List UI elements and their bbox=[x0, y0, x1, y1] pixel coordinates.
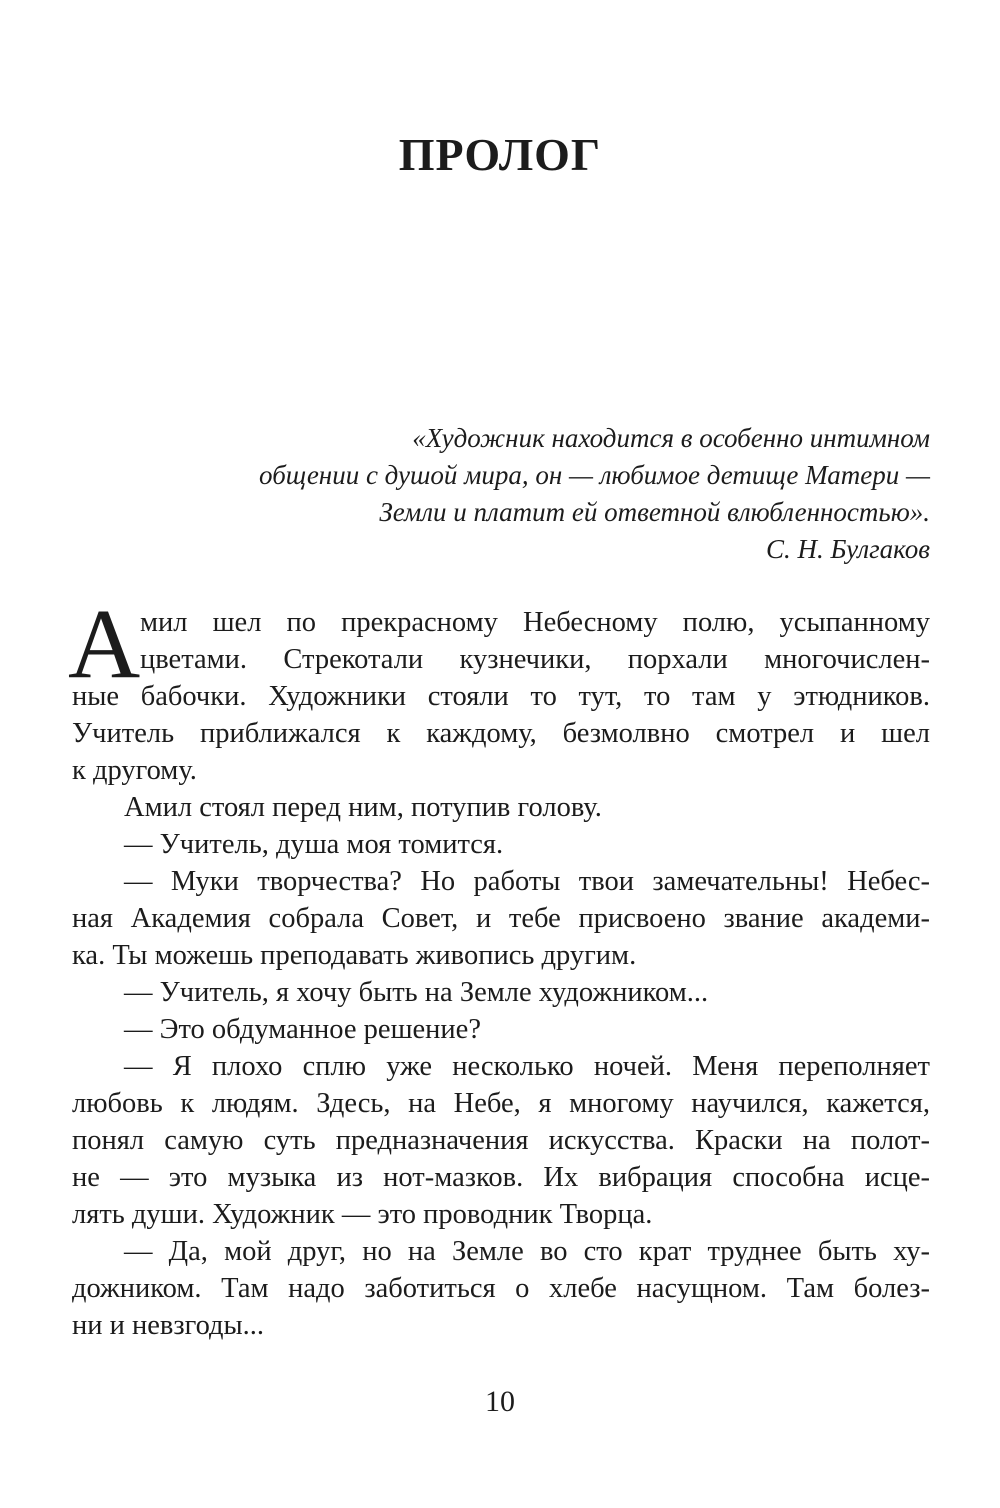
text-line: Амил стоял перед ним, потупив голову. bbox=[124, 792, 602, 823]
epigraph-author: С. Н. Булгаков bbox=[766, 534, 930, 564]
page-number: 10 bbox=[485, 1385, 515, 1418]
text-line: любовь к людям. Здесь, на Небе, я многому научился, кажется, bbox=[72, 1088, 930, 1119]
text-line: — Муки творчества? Но работы твои замечательны! Небес- bbox=[124, 866, 930, 897]
text-line: Учитель приближался к каждому, безмолвно смотрел и шел bbox=[72, 718, 930, 749]
text-line: ные бабочки. Художники стояли то тут, то там у этюдников. bbox=[72, 681, 930, 712]
text-line: ка. Ты можешь преподавать живопись другим. bbox=[72, 940, 637, 971]
body-text bbox=[68, 588, 930, 1344]
text-line: — Учитель, душа моя томится. bbox=[124, 829, 504, 860]
epigraph-line: общении с душой мира, он — любимое детище Матери — bbox=[259, 460, 930, 490]
chapter-title: ПРОЛОГ bbox=[398, 129, 602, 180]
text-line: — Учитель, я хочу быть на Земле художником... bbox=[124, 977, 709, 1008]
text-line: лять души. Художник — это проводник Творца. bbox=[72, 1199, 653, 1230]
epigraph-line: «Художник находится в особенно интимном bbox=[412, 423, 930, 453]
text-line: мил шел по прекрасному Небесному полю, усыпанному bbox=[140, 607, 930, 638]
epigraph-line: Земли и платит ей ответной влюбленностью». bbox=[379, 497, 930, 527]
text-line: не — это музыка из нот-мазков. Их вибрация способна исце- bbox=[72, 1162, 930, 1193]
drop-cap: А bbox=[68, 588, 141, 699]
text-line: ни и невзгоды... bbox=[72, 1310, 265, 1341]
text-line: дожником. Там надо заботиться о хлебе насущном. Там болез- bbox=[72, 1273, 930, 1304]
text-line: понял самую суть предназначения искусства. Краски на полот- bbox=[72, 1125, 930, 1156]
epigraph bbox=[170, 420, 930, 568]
text-line: к другому. bbox=[72, 755, 197, 786]
text-line: — Это обдуманное решение? bbox=[124, 1014, 481, 1045]
text-line: — Я плохо сплю уже несколько ночей. Меня переполняет bbox=[124, 1051, 930, 1082]
text-line: — Да, мой друг, но на Земле во сто крат труднее быть ху- bbox=[124, 1236, 930, 1267]
text-line: ная Академия собрала Совет, и тебе присвоено звание академи- bbox=[72, 903, 930, 934]
text-line: цветами. Стрекотали кузнечики, порхали многочислен- bbox=[140, 644, 930, 675]
